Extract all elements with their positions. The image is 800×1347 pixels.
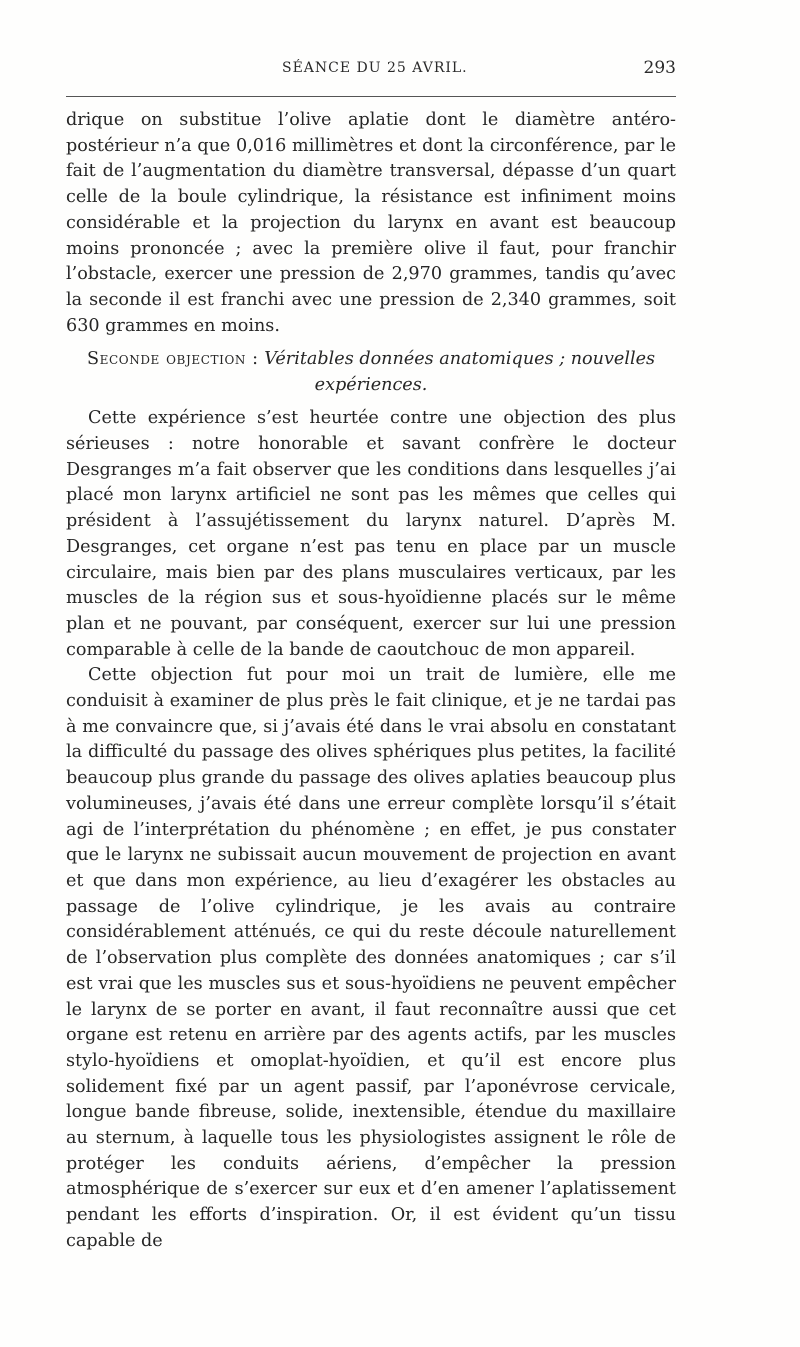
- paragraph: Cette objection fut pour moi un trait de lumière, elle me conduisit à examiner de plus près le fait clinique, et je ne tardai pas à me convaincre que, si j’avais été dans le vrai absolu en constatant la difficulté du passage des olives sphériques plus petites, la facilité beaucoup plus grande du passage des olives aplaties beaucoup plus volumineuses, j’avais été dans une erreur complète lorsqu’il s’était agi de l’interprétation du phénomène ; en effet, je pus constater que le larynx ne subissait aucun mouvement de projection en avant et que dans mon expérience, au lieu d’exagérer les obstacles au passage de l’olive cylindrique, je les avais au contraire considérablement atténués, ce qui du reste découle naturellement de l’observation plus complète des données anatomiques ; car s’il est vrai que les muscles sus et sous-hyoïdiens ne peuvent empêcher le larynx de se porter en avant, il faut reconnaître aussi que cet organe est retenu en arrière par des agents actifs, par les muscles stylo-hyoïdiens et omoplat-hyoïdien, et qu’il est encore plus solidement fixé par un agent passif, par l’aponévrose cervicale, longue bande fibreuse, solide, inextensible, étendue du maxillaire au sternum, à laquelle tous les physiologistes assignent le rôle de protéger les conduits aériens, d’empêcher la pression atmosphérique de s’exercer sur eux et d’en amener l’aplatissement pendant les efforts d’inspiration. Or, il est évident qu’un tissu capable de: [66, 665, 676, 1251]
- section-heading-title: Véritables données anatomiques ; nouvelles expériences.: [264, 349, 656, 395]
- paragraph-continued: drique on substitue l’olive aplatie dont le diamètre antéro-postérieur n’a que 0,016 millimètres et dont la circonférence, par le fait de l’augmentation du diamètre transversal, dépasse d’un quart celle de la boule cylindrique, la résistance est infiniment moins considérable et la projection du larynx en avant est beaucoup moins prononcée ; avec la première olive il faut, pour franchir l’obstacle, exercer une pression de 2,970 grammes, tandis qu’avec la seconde il est franchi avec une pression de 2,340 grammes, soit 630 grammes en moins.: [66, 110, 676, 336]
- paragraph: Cette expérience s’est heurtée contre une objection des plus sérieuses : notre honorable et savant confrère le docteur Desgranges m’a fait observer que les conditions dans lesquelles j’ai placé mon larynx artificiel ne sont pas les mêmes que celles qui président à l’assujétissement du larynx naturel. D’après M. Desgranges, cet organe n’est pas tenu en place par un muscle circulaire, mais bien par des plans musculaires verticaux, par les muscles de la région sus et sous-hyoïdienne placés sur le même plan et ne pouvant, par conséquent, exercer sur lui une pression comparable à celle de la bande de caoutchouc de mon appareil.: [66, 408, 676, 660]
- running-header-title: SÉANCE DU 25 AVRIL.: [282, 60, 468, 76]
- section-heading-label: Seconde objection :: [86, 349, 259, 370]
- header-divider: [66, 96, 676, 97]
- body-text: [66, 108, 676, 1255]
- page-number: 293: [643, 58, 676, 78]
- running-header: [66, 58, 676, 82]
- section-heading: [66, 347, 676, 398]
